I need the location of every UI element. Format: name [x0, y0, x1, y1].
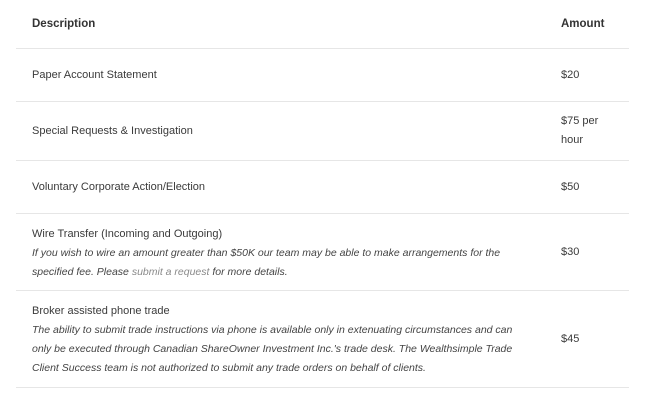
row-amount — [529, 112, 599, 150]
row-note-text: If you wish to wire an amount greater than $50K our team may be able to make arrangements for the specified fee. Please — [32, 246, 501, 278]
column-header-description: Description — [32, 17, 96, 30]
table-row — [16, 161, 629, 214]
row-amount: $30 — [561, 245, 580, 258]
table-row — [16, 214, 629, 291]
row-amount: $45 — [561, 332, 580, 345]
row-title: Special Requests & Investigation — [32, 124, 193, 137]
row-title: Paper Account Statement — [32, 68, 157, 81]
row-title: Voluntary Corporate Action/Election — [32, 180, 206, 193]
column-header-amount: Amount — [561, 17, 605, 30]
row-amount-value: $75 per hour — [561, 115, 599, 146]
row-amount: $50 — [561, 180, 580, 193]
table-row — [16, 49, 629, 102]
table-row — [16, 291, 629, 388]
row-title: Broker assisted phone trade — [32, 305, 170, 317]
row-note: The ability to submit trade instructions via phone is available only in extenuating circumstances and can only be executed through Canadian ShareOwner Investment Inc.'s trade desk. The Wealthsimple Trade Client Success team is not authorized to submit any trade orders on behalf of clients. — [32, 324, 513, 374]
row-description — [16, 66, 529, 85]
row-description — [16, 178, 529, 197]
table-row — [16, 102, 629, 161]
row-title: Wire Transfer (Incoming and Outgoing) — [32, 227, 223, 240]
row-amount: $20 — [561, 68, 580, 81]
row-note-text-end: for more details. — [209, 265, 288, 278]
row-note — [32, 244, 529, 282]
row-description — [16, 122, 529, 141]
row-description — [16, 300, 529, 378]
table-header-row — [16, 0, 629, 49]
fee-table — [16, 0, 629, 388]
submit-request-link[interactable]: submit a request — [131, 265, 210, 278]
row-description — [16, 223, 529, 282]
